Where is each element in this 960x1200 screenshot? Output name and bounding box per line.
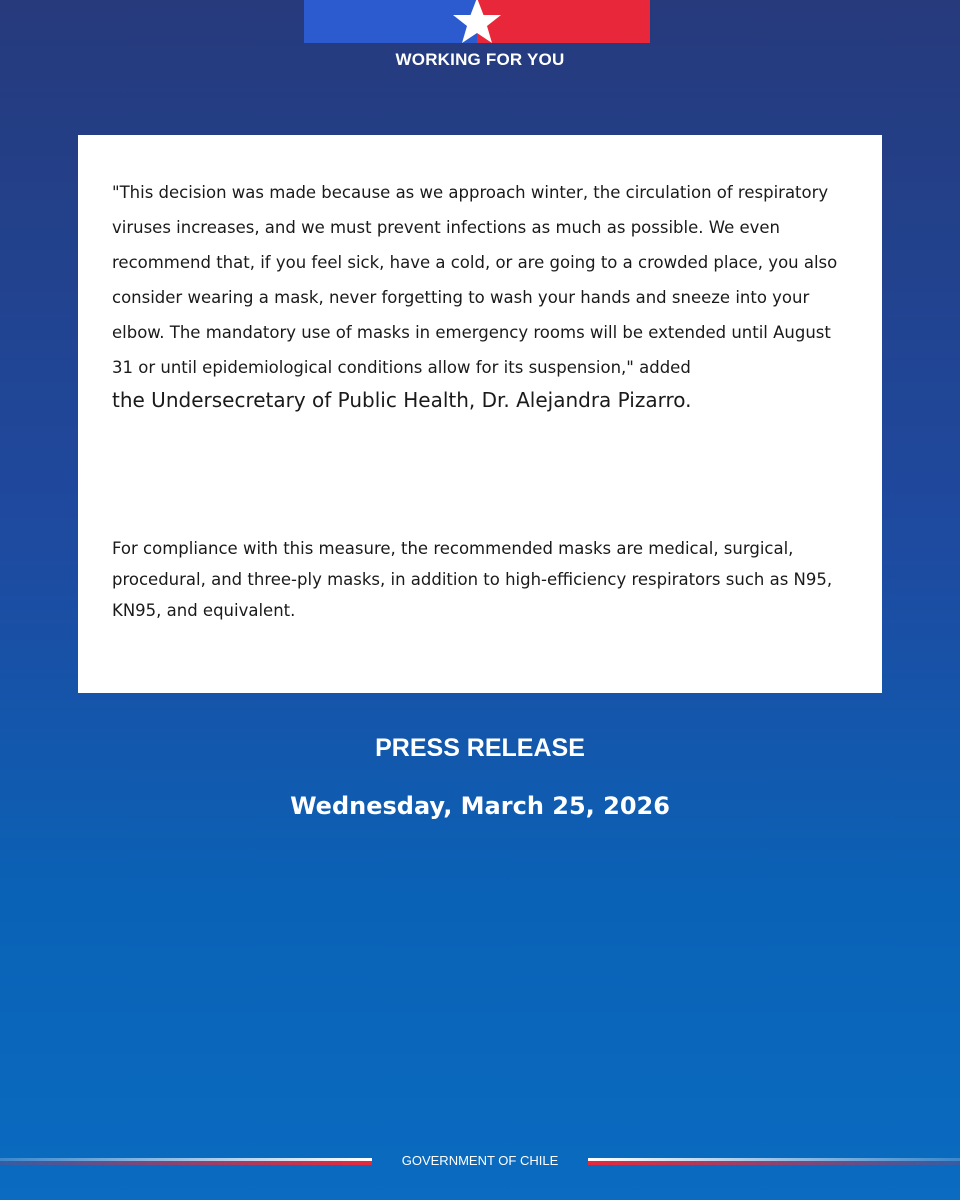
quote-text: "This decision was made because as we approach winter, the circulation of respiratory viruses increases, and we must prevent infections as much as possible. We even recommend that, if you feel sick, have a cold, or are going to a crowded place, you also consider wearing a mask, never forgetting to wash your hands and sneeze into your elbow. The mandatory use of masks in emergency rooms will be extended until August 31 or until epidemiological conditions allow for its suspension," added: [112, 183, 838, 377]
press-release-label: PRESS RELEASE: [375, 734, 585, 762]
tagline: WORKING FOR YOU: [395, 50, 565, 69]
government-label: GOVERNMENT OF CHILE: [401, 1153, 559, 1168]
attribution-text: the Undersecretary of Public Health, Dr. Alejandra Pizarro.: [112, 388, 692, 412]
chile-flag-banner: [304, 0, 650, 43]
quote-card: [78, 135, 882, 693]
star-icon: [451, 0, 503, 46]
compliance-text: For compliance with this measure, the recommended masks are medical, surgical, procedural, and three-ply masks, in addition to high-efficiency respirators such as N95, KN95, and equivalent.: [112, 539, 833, 620]
release-date: Wednesday, March 25, 2026: [290, 792, 670, 820]
